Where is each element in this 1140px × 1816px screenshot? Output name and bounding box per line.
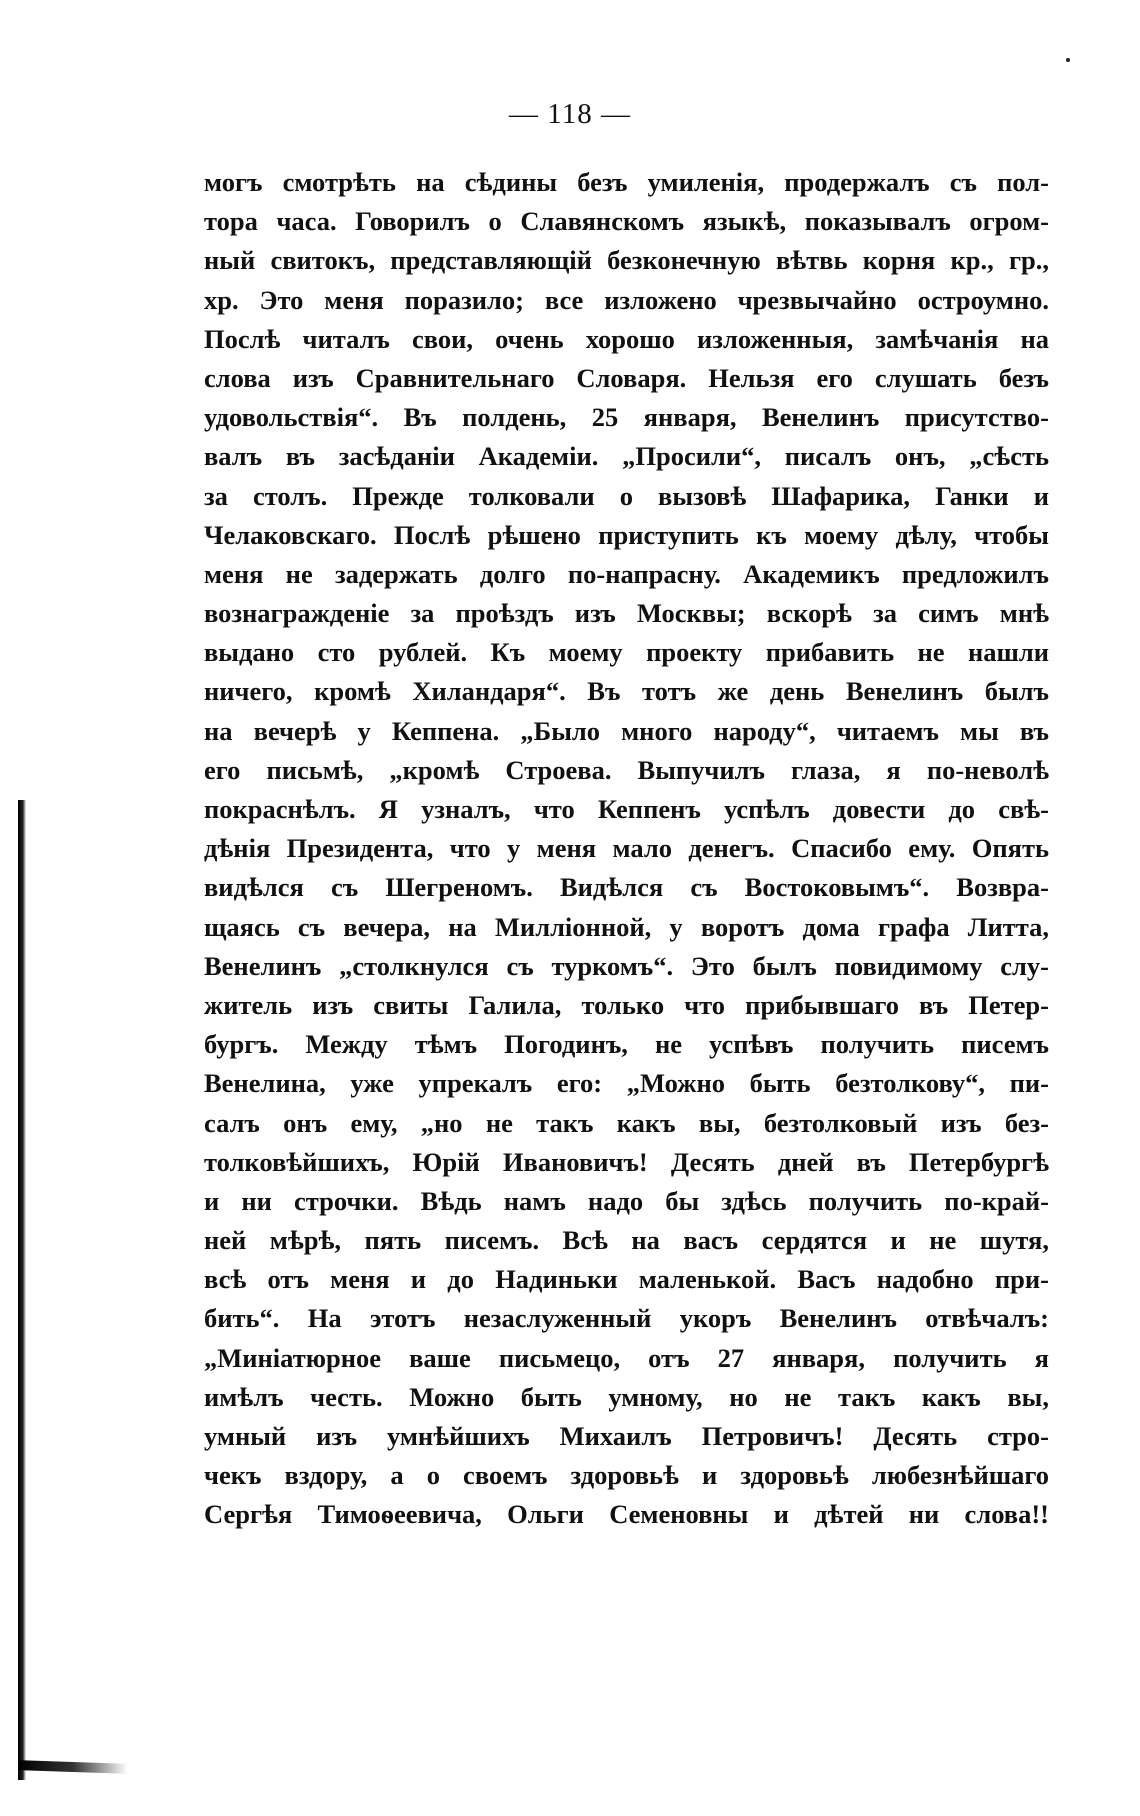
- page-binding-shadow: [18, 800, 26, 1780]
- text-line: житель изъ свиты Галила, только что прибывшаго въ Петер-: [204, 989, 1049, 1020]
- text-line: Послѣ читалъ свои, очень хорошо изложенныя, замѣчанія на: [204, 323, 1049, 354]
- text-line: хр. Это меня поразило; все изложено чрезвычайно остроумно.: [204, 284, 1049, 315]
- text-line: всѣ отъ меня и до Надиньки маленькой. Васъ надобно при-: [204, 1264, 1049, 1295]
- text-line: Сергѣя Тимоѳеевича, Ольги Семеновны и дѣтей ни слова!!: [204, 1499, 1049, 1530]
- text-line: салъ онъ ему, „но не такъ какъ вы, безтолковый изъ без-: [204, 1107, 1049, 1138]
- text-line: бургъ. Между тѣмъ Погодинъ, не успѣвъ получить писемъ: [204, 1029, 1049, 1060]
- text-line: тора часа. Говорилъ о Славянскомъ языкѣ, показывалъ огром-: [204, 206, 1049, 237]
- text-line: ней мѣрѣ, пять писемъ. Всѣ на васъ сердятся и не шутя,: [204, 1225, 1049, 1256]
- text-line: Челаковскаго. Послѣ рѣшено приступить къ моему дѣлу, чтобы: [204, 519, 1049, 550]
- text-line: покраснѣлъ. Я узналъ, что Кеппенъ успѣлъ довести до свѣ-: [204, 794, 1049, 824]
- page-number: — 118 —: [509, 98, 631, 130]
- text-line: могъ смотрѣть на сѣдины безъ умиленія, продержалъ съ пол-: [204, 167, 1049, 197]
- text-line: Венелина, уже упрекалъ его: „Можно быть безтолкову“, пи-: [204, 1068, 1049, 1099]
- text-line: „Миніатюрное ваше письмецо, отъ 27 января, получить я: [204, 1342, 1049, 1373]
- text-line: и ни строчки. Вѣдь намъ надо бы здѣсь получить по-край-: [204, 1185, 1049, 1216]
- text-line: бить“. На этотъ незаслуженный укоръ Венелинъ отвѣчалъ:: [204, 1303, 1049, 1334]
- text-line: вознагражденіе за проѣздъ изъ Москвы; вскорѣ за симъ мнѣ: [204, 598, 1049, 629]
- text-line: Венелинъ „столкнулся съ туркомъ“. Это былъ повидимому слу-: [204, 950, 1049, 981]
- text-line: чекъ вздору, а о своемъ здоровьѣ и здоровьѣ любезнѣйшаго: [204, 1460, 1049, 1491]
- text-line: ный свитокъ, представляющій безконечную вѣтвь корня кр., гр.,: [204, 245, 1049, 276]
- text-line: видѣлся съ Шегреномъ. Видѣлся съ Востоковымъ“. Возвра-: [204, 872, 1049, 903]
- text-line: ничего, кромѣ Хиландаря“. Въ тотъ же день Венелинъ былъ: [204, 676, 1049, 707]
- text-line: дѣнія Президента, что у меня мало денегъ. Спасибо ему. Опять: [204, 833, 1049, 864]
- text-line: меня не задержать долго по-напрасну. Академикъ предложилъ: [204, 558, 1049, 589]
- text-line: на вечерѣ у Кеппена. „Было много народу“, читаемъ мы въ: [204, 715, 1049, 746]
- text-line: слова изъ Сравнительнаго Словаря. Нельзя его слушать безъ: [204, 362, 1049, 393]
- text-line: щаясь съ вечера, на Милліонной, у воротъ дома графа Литта,: [204, 911, 1049, 942]
- scan-speck: [1066, 58, 1070, 62]
- text-line: валъ въ засѣданіи Академіи. „Просили“, писалъ онъ, „сѣсть: [204, 441, 1049, 472]
- text-line: выдано сто рублей. Къ моему проекту прибавить не нашли: [204, 637, 1049, 668]
- page-binding-shadow-foot: [18, 1760, 128, 1774]
- text-line: имѣлъ честь. Можно быть умному, но не такъ какъ вы,: [204, 1381, 1049, 1412]
- body-text: [204, 163, 1049, 1535]
- text-line: за столъ. Прежде толковали о вызовѣ Шафарика, Ганки и: [204, 480, 1049, 511]
- text-line: толковѣйшихъ, Юрій Ивановичъ! Десять дней въ Петербургѣ: [204, 1146, 1049, 1177]
- text-line: его письмѣ, „кромѣ Строева. Выпучилъ глаза, я по-неволѣ: [204, 754, 1049, 785]
- text-line: умный изъ умнѣйшихъ Михаилъ Петровичъ! Десять стро-: [204, 1421, 1049, 1451]
- text-line: удовольствія“. Въ полдень, 25 января, Венелинъ присутство-: [204, 402, 1049, 433]
